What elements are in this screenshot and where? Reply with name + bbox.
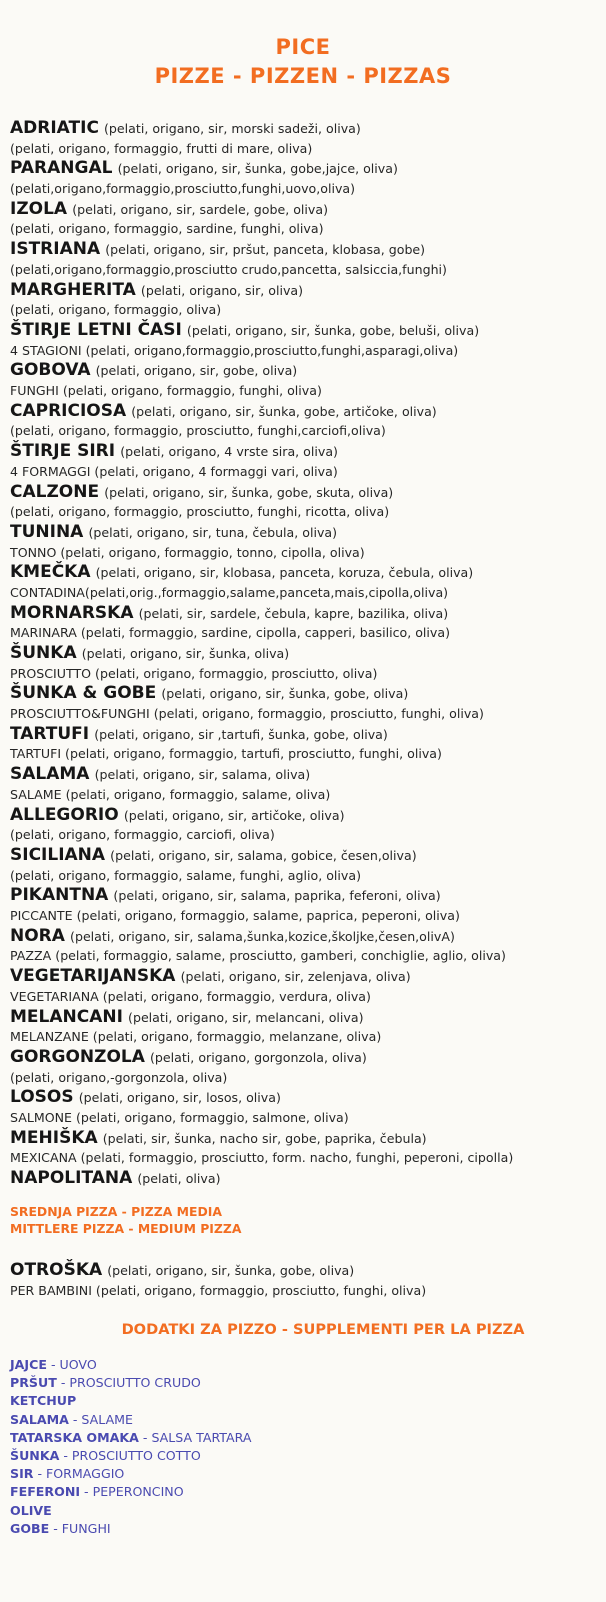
pizza-translation: TONNO (pelati, origano, formaggio, tonno, cipolla, oliva): [10, 544, 365, 560]
pizza-item: [10, 360, 600, 400]
pizza-item: [10, 805, 600, 845]
pizza-name: SALAMA: [10, 764, 90, 785]
pizza-ingredients: (pelati, origano, sir, melancani, oliva): [128, 1009, 364, 1025]
pizza-name: MARGHERITA: [10, 279, 136, 300]
supplement-name: SIR: [10, 1466, 34, 1482]
supplement-name: GOBE: [10, 1520, 50, 1536]
pizza-ingredients: (pelati, origano, 4 vrste sira, oliva): [120, 444, 338, 460]
pizza-item: [10, 1047, 600, 1087]
pizza-ingredients: (pelati, origano, sir, morski sadeži, oliva): [104, 121, 361, 136]
supplement-separator: -: [50, 1357, 56, 1372]
pizza-ingredients: (pelati, origano, sir ,tartufi, šunka, gobe, oliva): [94, 726, 388, 742]
pizza-name: ADRIATIC: [10, 118, 99, 138]
supplement-translation: SALSA TARTARA: [151, 1429, 252, 1445]
pizza-item: [10, 199, 600, 239]
pizza-ingredients: (pelati, origano, sir, zelenjava, oliva): [180, 969, 411, 985]
supplement-name: KETCHUP: [10, 1393, 77, 1409]
pizza-translation: PICCANTE (pelati, origano, formaggio, salame, paprica, peperoni, oliva): [10, 908, 460, 924]
pizza-translation: 4 FORMAGGI (pelati, origano, 4 formaggi vari, oliva): [10, 463, 338, 479]
pizza-ingredients: (pelati, origano, sir, klobasa, panceta, koruza, čebula, oliva): [95, 565, 474, 581]
pizza-item: [10, 239, 600, 279]
pizza-name: CALZONE: [10, 481, 100, 502]
pizza-name: OTROŠKA: [10, 1260, 103, 1280]
pizza-name: ŠUNKA: [10, 643, 77, 664]
supplement-item: [10, 1392, 252, 1410]
pizza-translation: CONTADINA(pelati,orig.,formaggio,salame,panceta,mais,cipolla,oliva): [10, 584, 449, 600]
supplement-translation: FORMAGGIO: [46, 1466, 125, 1482]
pizza-item: [10, 1007, 600, 1047]
pizza-ingredients: (pelati, oliva): [137, 1171, 221, 1187]
supplement-item: [10, 1356, 252, 1374]
supplement-name: JAJCE: [10, 1357, 47, 1372]
supplement-name: PRŠUT: [10, 1375, 57, 1391]
pizza-ingredients: (pelati, origano, sir, tuna, čebula, oliva): [88, 524, 338, 540]
pizza-name: GORGONZOLA: [10, 1046, 145, 1067]
page-subtitle: PIZZE - PIZZEN - PIZZAS: [154, 64, 452, 88]
pizza-name: ALLEGORIO: [10, 804, 119, 825]
pizza-item: [10, 683, 600, 723]
supplement-name: SALAMA: [10, 1411, 69, 1427]
pizza-ingredients: (pelati, origano, sir, gobe, oliva): [95, 363, 298, 379]
pizza-item: [10, 280, 600, 320]
pizza-translation: PER BAMBINI (pelati, origano, formaggio, prosciutto, funghi, oliva): [10, 1282, 427, 1298]
medium-pizza-note: [10, 1203, 241, 1237]
supplement-item: [10, 1502, 252, 1520]
pizza-name: MELANCANI: [10, 1006, 123, 1027]
pizza-ingredients: (pelati, origano, sir, salama, gobice, česen,oliva): [110, 848, 417, 864]
pizza-translation: (pelati, origano, formaggio, frutti di mare, oliva): [10, 140, 313, 156]
pizza-item: [10, 1128, 600, 1168]
supplement-name: FEFERONI: [10, 1484, 81, 1500]
pizza-item: [10, 441, 600, 481]
pizza-ingredients: (pelati, origano, sir, artičoke, oliva): [123, 807, 345, 823]
pizza-name: IZOLA: [10, 198, 68, 219]
supplement-translation: UOVO: [59, 1357, 97, 1372]
pizza-item: [10, 966, 600, 1006]
supplement-separator: -: [84, 1484, 89, 1500]
pizza-name: PARANGAL: [10, 158, 113, 179]
pizza-translation: SALAME (pelati, origano, formaggio, salame, oliva): [10, 786, 331, 802]
supplement-translation: SALAME: [81, 1411, 134, 1427]
pizza-translation: VEGETARIANA (pelati, origano, formaggio, verdura, oliva): [10, 988, 371, 1004]
pizza-translation: TARTUFI (pelati, origano, formaggio, tartufi, prosciutto, funghi, oliva): [10, 746, 442, 762]
pizza-item: [10, 320, 600, 360]
supplement-separator: -: [142, 1429, 148, 1445]
supplement-separator: -: [37, 1466, 43, 1482]
pizza-translation: (pelati, origano, formaggio, sardine, funghi, oliva): [10, 221, 324, 237]
supplements-title: DODATKI ZA PIZZO - SUPPLEMENTI PER LA PIZZA: [121, 1321, 525, 1338]
kids-pizza-item: [10, 1260, 600, 1300]
pizza-name: NAPOLITANA: [10, 1168, 133, 1189]
pizza-name: MORNARSKA: [10, 602, 134, 623]
pizza-ingredients: (pelati, origano, sir, pršut, panceta, klobasa, gobe): [105, 242, 426, 258]
pizza-translation: FUNGHI (pelati, origano, formaggio, funghi, oliva): [10, 382, 322, 398]
pizza-ingredients: (pelati, origano, sir, salama, paprika, feferoni, oliva): [113, 888, 441, 904]
pizza-translation: PROSCIUTTO&FUNGHI (pelati, origano, formaggio, prosciutto, funghi, oliva): [10, 706, 484, 722]
supplement-item: [10, 1447, 252, 1465]
pizza-item: [10, 401, 600, 441]
pizza-item: [10, 926, 600, 966]
pizza-translation: (pelati, origano, formaggio, oliva): [10, 302, 222, 318]
pizza-ingredients: (pelati, origano, sir, šunka, oliva): [81, 646, 290, 662]
pizza-name: CAPRICIOSA: [10, 400, 127, 421]
pizza-item: [10, 482, 600, 522]
supplement-translation: FUNGHI: [61, 1520, 111, 1536]
supplement-item: [10, 1483, 252, 1501]
pizza-ingredients: (pelati, origano, sir, oliva): [140, 282, 304, 298]
supplement-translation: PROSCIUTTO COTTO: [71, 1447, 201, 1463]
pizza-ingredients: (pelati, origano, sir, šunka, gobe, oliva): [161, 686, 409, 702]
supplement-item: [10, 1374, 252, 1392]
pizza-name: ŠUNKA & GOBE: [10, 683, 157, 704]
pizza-name: PIKANTNA: [10, 885, 109, 906]
pizza-translation: SALMONE (pelati, origano, formaggio, salmone, oliva): [10, 1109, 349, 1125]
pizza-translation: (pelati, origano,-gorgonzola, oliva): [10, 1069, 228, 1085]
supplement-separator: -: [53, 1520, 58, 1536]
pizza-list: [10, 118, 600, 1189]
pizza-ingredients: (pelati, origano, sir, šunka, gobe, oliva): [107, 1263, 355, 1278]
pizza-item: [10, 158, 600, 198]
supplement-item: [10, 1465, 252, 1483]
pizza-translation: (pelati, origano, formaggio, salame, funghi, aglio, oliva): [10, 867, 361, 883]
pizza-ingredients: (pelati, origano, sir, šunka, gobe, beluši, oliva): [186, 322, 480, 338]
supplement-translation: PEPERONCINO: [92, 1484, 184, 1500]
pizza-ingredients: (pelati, origano, sir, losos, oliva): [78, 1090, 281, 1106]
pizza-translation: PROSCIUTTO (pelati, origano, formaggio, prosciutto, oliva): [10, 665, 378, 681]
pizza-ingredients: (pelati, origano, sir, šunka, gobe,jajce, oliva): [117, 161, 398, 177]
pizza-name: NORA: [10, 925, 65, 946]
supplement-name: OLIVE: [10, 1502, 52, 1518]
supplement-item: [10, 1429, 252, 1447]
supplements-list: [10, 1356, 252, 1538]
supplement-name: ŠUNKA: [10, 1447, 60, 1463]
pizza-translation: (pelati,origano,formaggio,prosciutto,funghi,uovo,oliva): [10, 180, 356, 196]
page-title: PICE: [275, 35, 331, 59]
medium-pizza-line-2: MITTLERE PIZZA - MEDIUM PIZZA: [10, 1221, 242, 1236]
pizza-item: [10, 118, 600, 158]
pizza-translation: (pelati, origano, formaggio, prosciutto, funghi,carciofi,oliva): [10, 423, 386, 439]
pizza-translation: MELANZANE (pelati, origano, formaggio, melanzane, oliva): [10, 1029, 382, 1045]
pizza-name: ISTRIANA: [10, 239, 101, 260]
pizza-item: [10, 562, 600, 602]
pizza-item: [10, 643, 600, 683]
pizza-item: [10, 522, 600, 562]
supplement-separator: -: [60, 1375, 66, 1391]
pizza-item: [10, 885, 600, 925]
pizza-translation: (pelati, origano, formaggio, prosciutto, funghi, ricotta, oliva): [10, 504, 390, 520]
supplement-item: [10, 1520, 252, 1538]
pizza-name: GOBOVA: [10, 360, 91, 381]
pizza-ingredients: (pelati, origano, sir, šunka, gobe, artičoke, oliva): [131, 403, 437, 419]
pizza-ingredients: (pelati, origano, sir, sardele, gobe, oliva): [72, 201, 328, 217]
pizza-translation: MEXICANA (pelati, formaggio, prosciutto, form. nacho, funghi, peperoni, cipolla): [10, 1150, 514, 1166]
pizza-ingredients: (pelati, sir, sardele, čebula, kapre, bazilika, oliva): [138, 605, 449, 621]
pizza-ingredients: (pelati, origano, sir, salama, oliva): [94, 767, 311, 783]
pizza-name: TARTUFI: [10, 723, 90, 744]
pizza-name: LOSOS: [10, 1087, 74, 1108]
supplement-separator: -: [72, 1411, 78, 1427]
supplement-separator: -: [63, 1447, 68, 1463]
pizza-name: MEHIŠKA: [10, 1127, 98, 1148]
pizza-item: [10, 1087, 600, 1127]
pizza-name: ŠTIRJE SIRI: [10, 441, 116, 462]
pizza-item: [10, 1168, 600, 1189]
pizza-item: [10, 724, 600, 764]
pizza-name: TUNINA: [10, 521, 84, 542]
pizza-ingredients: (pelati, origano, sir, salama,šunka,kozice,školjke,česen,olivA): [70, 928, 455, 944]
pizza-name: SICILIANA: [10, 845, 106, 866]
pizza-ingredients: (pelati, origano, sir, šunka, gobe, skuta, oliva): [104, 484, 394, 500]
pizza-translation: PAZZA (pelati, formaggio, salame, prosciutto, gamberi, conchiglie, aglio, oliva): [10, 948, 506, 964]
pizza-ingredients: (pelati, sir, šunka, nacho sir, gobe, paprika, čebula): [102, 1130, 427, 1146]
pizza-translation: MARINARA (pelati, formaggio, sardine, cipolla, capperi, basilico, oliva): [10, 625, 450, 641]
pizza-ingredients: (pelati, origano, gorgonzola, oliva): [150, 1049, 367, 1065]
pizza-item: [10, 764, 600, 804]
medium-pizza-line-1: SREDNJA PIZZA - PIZZA MEDIA: [10, 1204, 222, 1219]
pizza-name: KMEČKA: [10, 562, 91, 583]
pizza-item: [10, 603, 600, 643]
pizza-name: ŠTIRJE LETNI ČASI: [10, 319, 182, 340]
pizza-translation: (pelati,origano,formaggio,prosciutto crudo,pancetta, salsiccia,funghi): [10, 261, 447, 277]
supplement-item: [10, 1411, 252, 1429]
supplement-name: TATARSKA OMAKA: [10, 1429, 139, 1445]
pizza-translation: (pelati, origano, formaggio, carciofi, oliva): [10, 827, 275, 843]
pizza-translation: 4 STAGIONI (pelati, origano,formaggio,prosciutto,funghi,asparagi,oliva): [10, 342, 459, 358]
pizza-name: VEGETARIJANSKA: [10, 966, 176, 987]
supplement-translation: PROSCIUTTO CRUDO: [69, 1375, 201, 1391]
pizza-item: [10, 845, 600, 885]
